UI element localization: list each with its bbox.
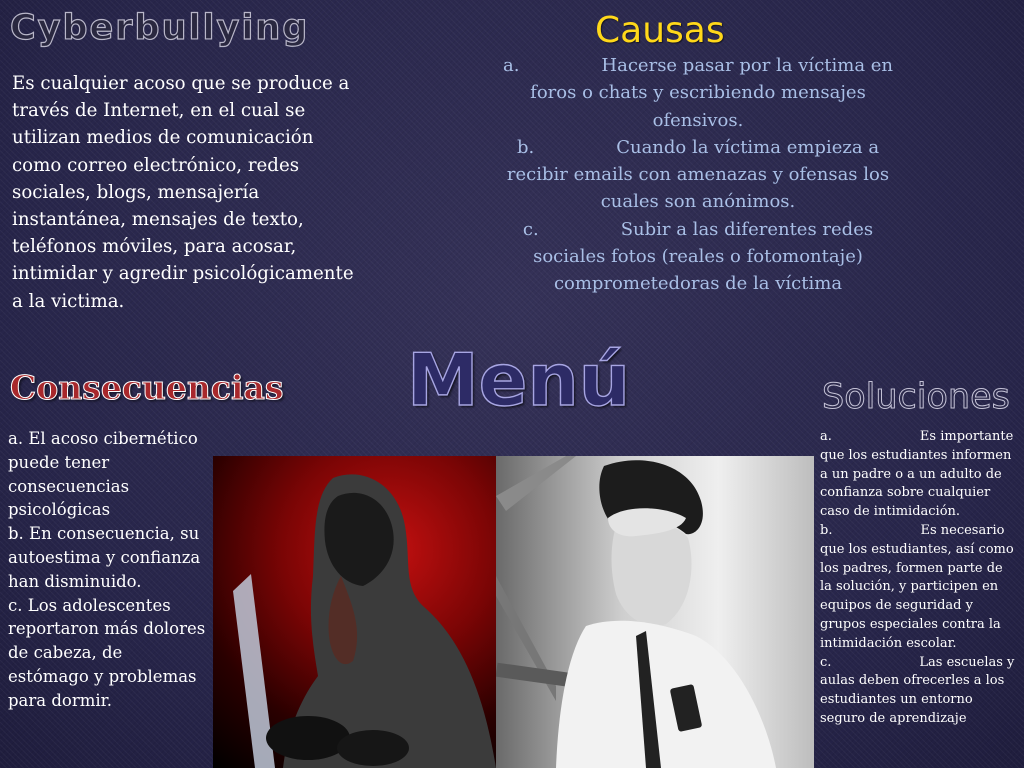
solucion-marker: b. (820, 522, 833, 538)
solucion-lead: Es (919, 429, 937, 444)
causa-rest: víctima en foros o chats y escribiendo mensajes ofensivos. (530, 55, 894, 131)
causa-marker: b. (516, 136, 535, 158)
hooded-hacker-photo (213, 456, 496, 768)
solucion-lead: Las escuelas (919, 654, 1003, 670)
distressed-student-photo (496, 456, 814, 768)
causa-rest: sociales fotos (reales o fotomontaje) comprometedoras de la víctima (533, 246, 863, 295)
causa-lead: Hacerse pasar por la (601, 55, 793, 76)
causa-marker: c. (522, 218, 539, 240)
consecuencia-item-c: c. Los adolescentes reportaron más dolores de cabeza, de estómago y problemas para dormir. (8, 595, 206, 710)
solucion-rest: importante que los estudiantes informen a un padre o a un adulto de confianza sobre cualquier caso de intimidación. (820, 429, 1014, 520)
cyberbullying-definition: Es cualquier acoso que se produce a través de Internet, en el cual se utilizan medios de comunicación como correo electrónico, redes sociales, blogs, mensajería instantánea, mensajes de texto, teléfonos móviles, para acosar, intimidar y agredir psicológicamente a la victima. (12, 73, 354, 312)
solucion-item-b (820, 522, 1016, 654)
solucion-rest: y aulas deben ofrecerles a los estudiantes un entorno seguro de aprendizaje (820, 654, 1015, 726)
solucion-item-c (820, 654, 1016, 729)
causa-lead: Cuando la víctima empieza (616, 136, 863, 158)
solucion-marker: a. (820, 429, 832, 444)
causa-marker: a. (502, 55, 520, 76)
consecuencia-item-a: a. El acoso cibernético puede tener consecuencias psicológicas (8, 429, 198, 520)
menu-title: Menú (407, 338, 630, 422)
solucion-item-a (820, 428, 1016, 522)
soluciones-title: Soluciones (822, 377, 1010, 417)
causa-item-a (496, 52, 900, 134)
causa-item-c (496, 216, 900, 298)
consecuencia-item-b: b. En consecuencia, su autoestima y confianza han disminuido. (8, 524, 201, 591)
cyberbullying-title: Cyberbullying (10, 8, 310, 48)
consecuencias-title: Consecuencias (10, 368, 284, 407)
causa-rest: a recibir emails con amenazas y ofensas los cuales son anónimos. (506, 136, 890, 213)
solucion-marker: c. (820, 654, 832, 670)
solucion-rest: que los estudiantes, así como los padres, formen parte de la solución, y participen en equipos de seguridad y grupos especiales contra la intimidación escolar. (820, 541, 1014, 651)
consecuencias-list (8, 427, 208, 713)
causa-item-b (496, 134, 900, 216)
causas-list (496, 52, 900, 298)
causas-title: Causas (595, 10, 725, 51)
solucion-lead: Es necesario (920, 522, 1005, 538)
causa-lead: Subir a las diferentes redes (620, 218, 874, 240)
soluciones-list (820, 428, 1016, 729)
